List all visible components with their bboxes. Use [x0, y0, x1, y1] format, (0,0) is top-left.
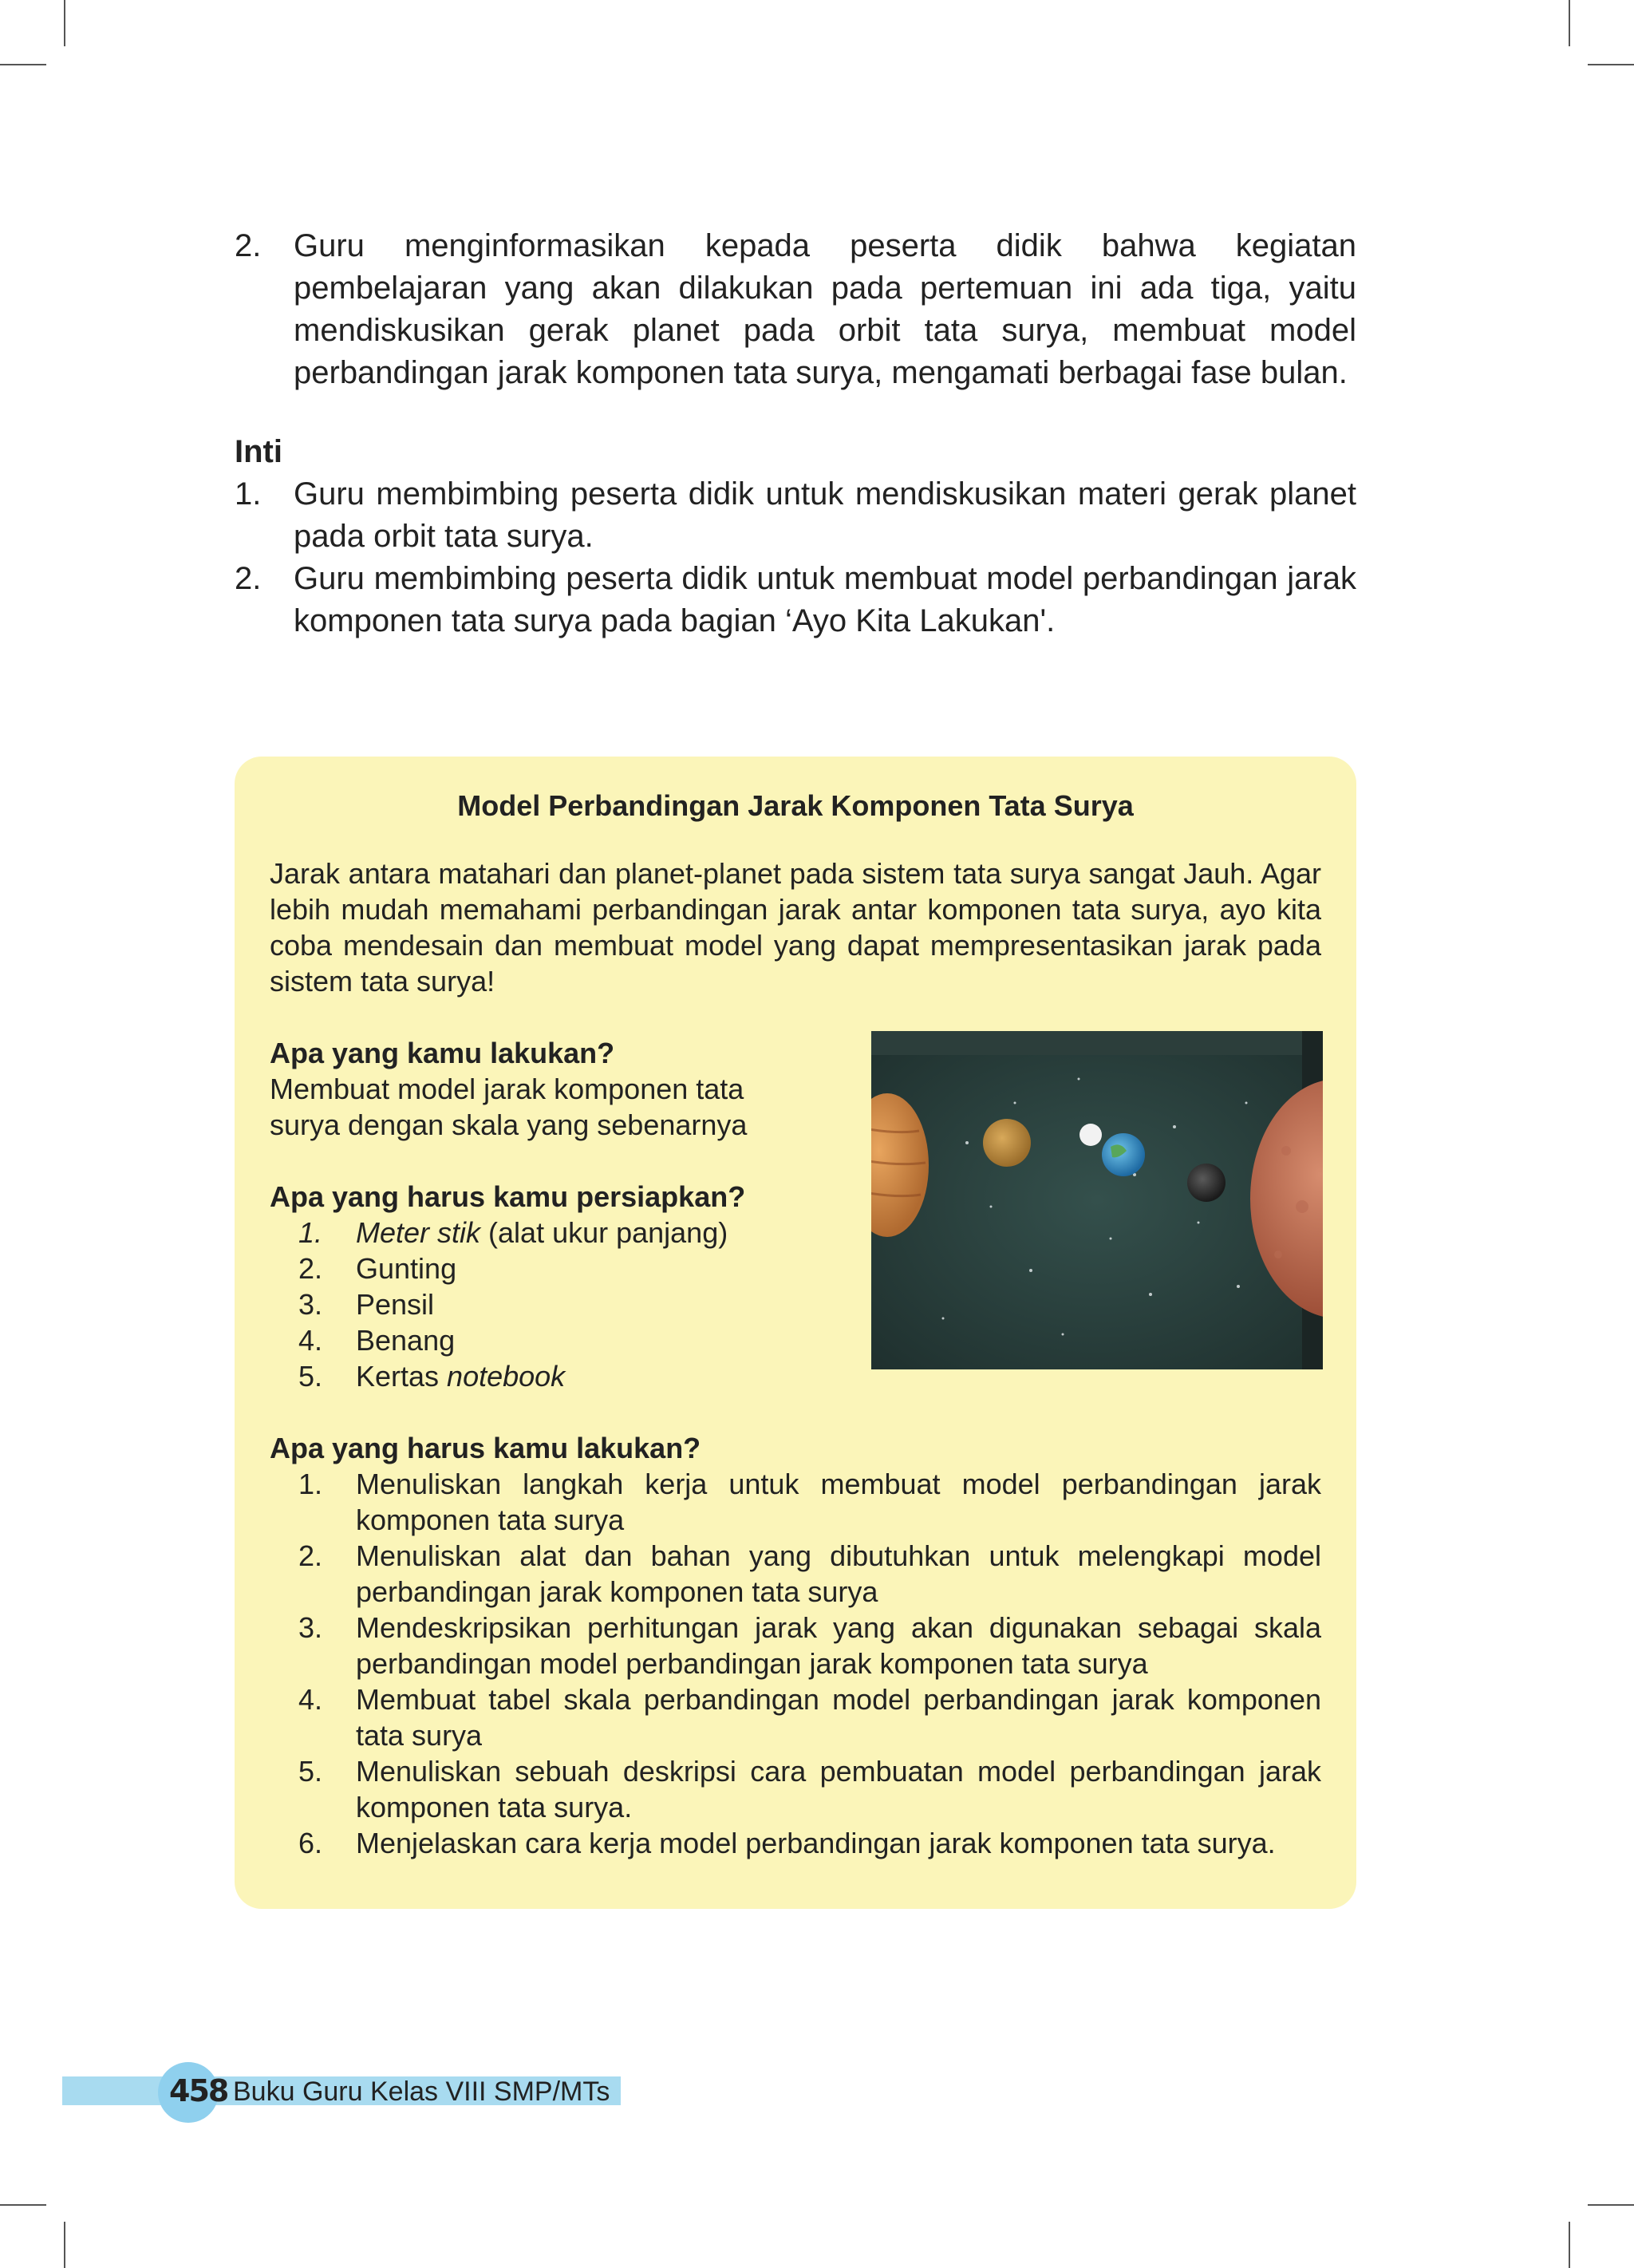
- page-content: [235, 225, 1356, 642]
- list-item: [298, 1681, 1321, 1753]
- item-text: Membuat tabel skala perbandingan model perbandingan jarak komponen tata surya: [356, 1683, 1321, 1752]
- book-title: Buku Guru Kelas VIII SMP/MTs: [233, 2076, 610, 2107]
- list-item: [298, 1466, 1321, 1538]
- activity-box-title: Model Perbandingan Jarak Komponen Tata Surya: [457, 789, 1134, 822]
- item-text: Menuliskan sebuah deskripsi cara pembuatan model perbandingan jarak komponen tata surya.: [356, 1755, 1321, 1823]
- list-item: [298, 1358, 780, 1394]
- list-item: [298, 1322, 780, 1358]
- list-item: [298, 1610, 1321, 1681]
- item-text: Kertas: [356, 1360, 448, 1393]
- crop-mark: [64, 2222, 65, 2268]
- item-number: 2.: [235, 228, 262, 263]
- crop-mark: [1588, 2204, 1634, 2206]
- do-heading: Apa yang harus kamu lakukan?: [270, 1432, 701, 1464]
- list-item: [298, 1825, 1321, 1861]
- prepare-heading: Apa yang harus kamu persiapkan?: [270, 1180, 746, 1213]
- item-text: Guru membimbing peserta didik untuk membuat model perbandingan jarak komponen tata surya pada bagian ‘Ayo Kita Lakukan'.: [294, 561, 1356, 638]
- item-number: 5.: [298, 1360, 323, 1393]
- item-text: Mendeskripsikan perhitungan jarak yang akan digunakan sebagai skala perbandingan model perbandingan jarak komponen tata surya: [356, 1611, 1321, 1680]
- list-item: [298, 1538, 1321, 1610]
- activity-intro: Jarak antara matahari dan planet-planet pada sistem tata surya sangat Jauh. Agar lebih mudah memahami perbandingan jarak antar komponen tata surya, ayo kita coba mendesain dan membuat model yang dapat mempresentasikan jarak pada sistem tata surya!: [270, 857, 1321, 998]
- list-item: [298, 1753, 1321, 1825]
- item-text: Benang: [356, 1324, 456, 1357]
- item-number: 3.: [298, 1611, 323, 1644]
- list-item: [298, 1286, 780, 1322]
- crop-mark: [1588, 64, 1634, 65]
- item-text: Menuliskan alat dan bahan yang dibutuhkan untuk melengkapi model perbandingan jarak komponen tata surya: [356, 1539, 1321, 1608]
- list-item: [298, 1251, 780, 1286]
- solar-system-model-photo: [871, 1031, 1323, 1369]
- page-number: 458: [169, 2073, 228, 2108]
- item-text: (alat ukur panjang): [480, 1216, 728, 1249]
- crop-mark: [1569, 0, 1570, 46]
- inti-item: [235, 558, 1356, 642]
- crop-mark: [0, 2204, 46, 2206]
- intro-item: [235, 225, 1356, 394]
- item-number: 1.: [298, 1216, 323, 1249]
- list-item: [298, 1215, 780, 1251]
- item-number: 4.: [298, 1683, 323, 1716]
- item-text-italic: Meter stik: [356, 1216, 481, 1249]
- prepare-list: [270, 1215, 780, 1394]
- item-text-italic: notebook: [447, 1360, 566, 1393]
- crop-mark: [0, 64, 46, 65]
- what-heading: Apa yang kamu lakukan?: [270, 1037, 615, 1069]
- item-text: Menjelaskan cara kerja model perbandingan jarak komponen tata surya.: [356, 1827, 1276, 1859]
- item-text: Gunting: [356, 1252, 457, 1285]
- item-text: Guru menginformasikan kepada peserta didik bahwa kegiatan pembelajaran yang akan dilakukan pada pertemuan ini ada tiga, yaitu mendiskusikan gerak planet pada orbit tata surya, membuat model perbandingan jarak komponen tata surya, mengamati berbagai fase bulan.: [294, 228, 1356, 390]
- item-number: 3.: [298, 1288, 323, 1321]
- item-number: 1.: [298, 1468, 323, 1500]
- item-number: 2.: [298, 1252, 323, 1285]
- item-number: 2.: [298, 1539, 323, 1572]
- what-text: Membuat model jarak komponen tata surya dengan skala yang sebenarnya: [270, 1073, 748, 1141]
- item-text: Guru membimbing peserta didik untuk mendiskusikan materi gerak planet pada orbit tata surya.: [294, 476, 1356, 554]
- item-number: 6.: [298, 1827, 323, 1859]
- crop-mark: [64, 0, 65, 46]
- item-text: Menuliskan langkah kerja untuk membuat model perbandingan jarak komponen tata surya: [356, 1468, 1321, 1536]
- inti-item: [235, 473, 1356, 558]
- crop-mark: [1569, 2222, 1570, 2268]
- item-number: 5.: [298, 1755, 323, 1788]
- item-number: 1.: [235, 476, 262, 512]
- item-text: Pensil: [356, 1288, 435, 1321]
- item-number: 2.: [235, 561, 262, 596]
- section-heading-inti: Inti: [235, 434, 282, 469]
- item-number: 4.: [298, 1324, 323, 1357]
- left-column: [270, 1035, 780, 1394]
- do-list: [270, 1466, 1321, 1861]
